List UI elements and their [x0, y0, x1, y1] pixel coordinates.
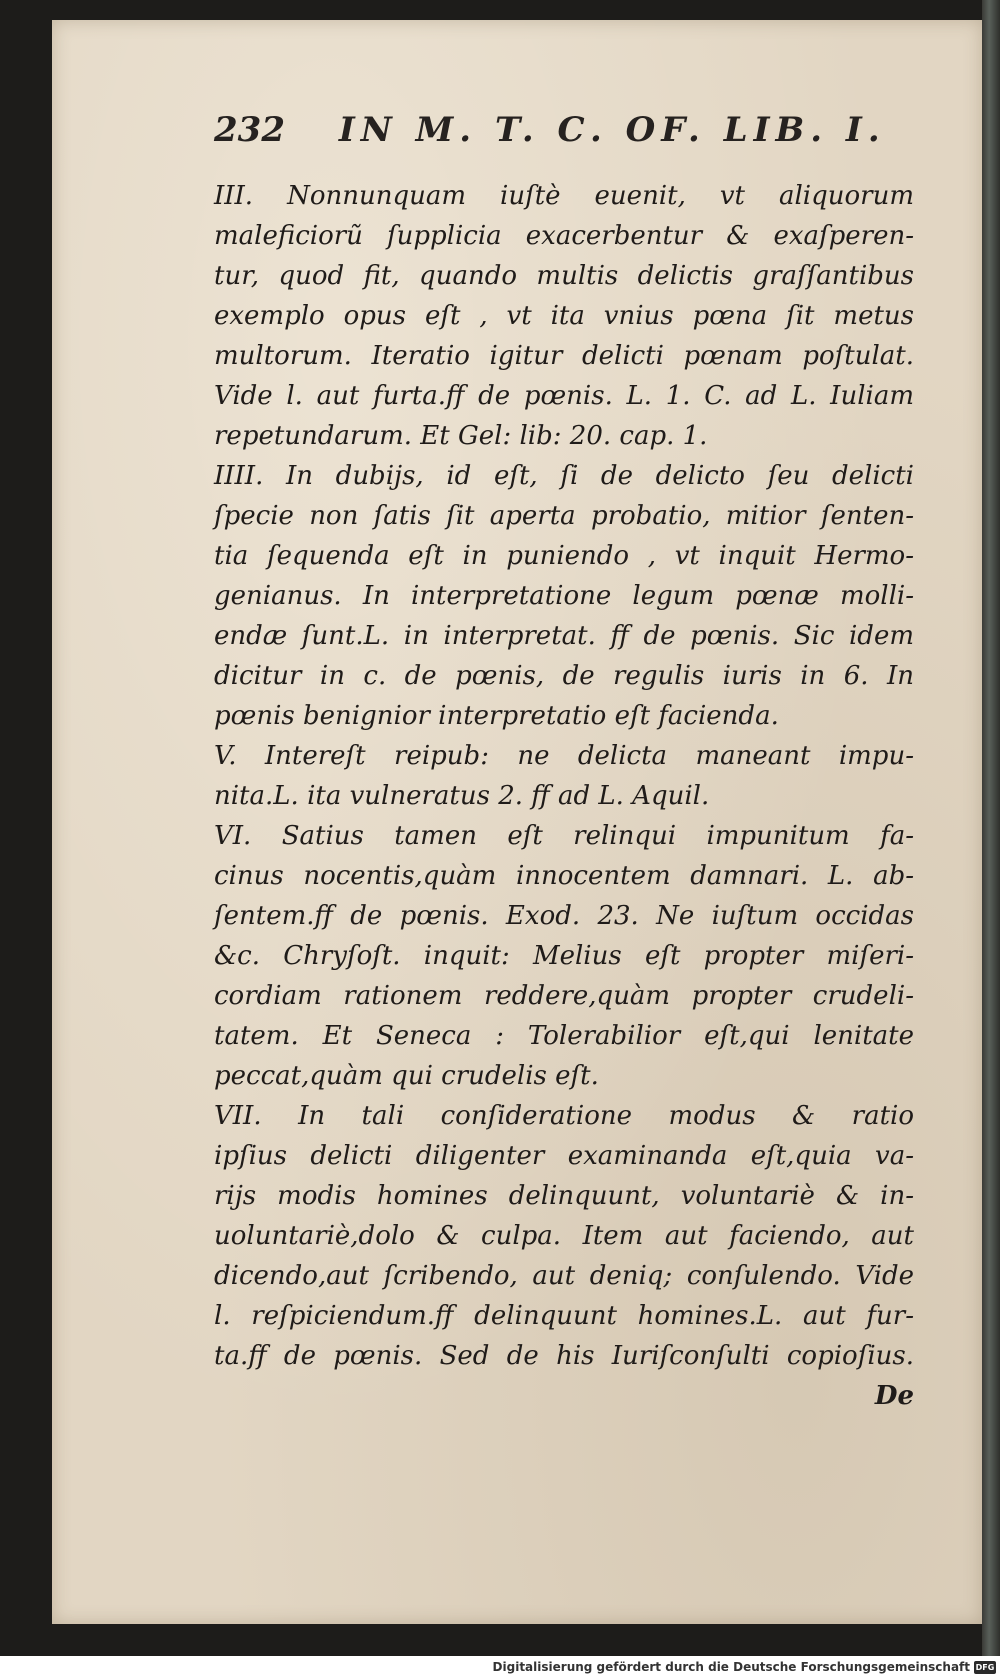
text-line: tur, quod fit, quando multis delictis graſſantibus — [214, 261, 914, 291]
text-line: cordiam rationem reddere,quàm propter crudeli- — [214, 981, 914, 1011]
text-line: dicitur in c. de pœnis, de regulis iuris in 6. In — [214, 661, 914, 691]
running-title: IN M. T. C. OF. LIB. I. — [338, 110, 886, 150]
text-line: pœnis benignior interpretatio eſt facienda. — [214, 701, 779, 731]
digitization-credit: Digitalisierung gefördert durch die Deutsche Forschungsgemeinschaft — [492, 1660, 970, 1674]
book-binding-edge — [982, 0, 1000, 1656]
text-line: VII. In tali conſideratione modus & ratio — [214, 1101, 914, 1131]
text-line: &c. Chryſoſt. inquit: Melius eſt propter miſeri- — [214, 941, 914, 971]
text-line: tia ſequenda eſt in puniendo , vt inquit Hermo- — [214, 541, 914, 571]
text-line: ſentem.ff de pœnis. Exod. 23. Ne iuſtum occidas — [214, 901, 914, 931]
text-line: uoluntariè,dolo & culpa. Item aut faciendo, aut — [214, 1221, 914, 1251]
main-text — [214, 176, 914, 1416]
text-line: maleficiorũ ſupplicia exacerbentur & exaſperen- — [214, 221, 914, 251]
catchword: De — [874, 1381, 914, 1411]
text-line: cinus nocentis,quàm innocentem damnari. L. ab- — [214, 861, 914, 891]
text-line: exemplo opus eſt , vt ita vnius pœna ſit metus — [214, 301, 914, 331]
text-line: l. reſpiciendum.ff delinquunt homines.L. aut fur- — [214, 1301, 914, 1331]
text-line: III. Nonnunquam iuſtè euenit, vt aliquorum — [214, 181, 914, 211]
text-line: Vide l. aut furta.ff de pœnis. L. 1. C. ad L. Iuliam — [214, 381, 914, 411]
text-line: V. Intereſt reipub: ne delicta maneant impu- — [214, 741, 914, 771]
footer-bar — [0, 1656, 1000, 1680]
text-line: VI. Satius tamen eſt relinqui impunitum fa- — [214, 821, 914, 851]
text-line: ta.ff de pœnis. Sed de his Iuriſconſulti copioſius. — [214, 1341, 914, 1371]
text-line: repetundarum. Et Gel: lib: 20. cap. 1. — [214, 421, 708, 451]
text-line: dicendo,aut ſcribendo, aut deniq; conſulendo. Vide — [214, 1261, 914, 1291]
text-line: IIII. In dubijs, id eſt, ſi de delicto ſeu delicti — [214, 461, 914, 491]
page-number: 232 — [214, 110, 285, 150]
text-line: peccat,quàm qui crudelis eſt. — [214, 1061, 599, 1091]
text-line: multorum. Iteratio igitur delicti pœnam poſtulat. — [214, 341, 914, 371]
text-line: tatem. Et Seneca : Tolerabilior eſt,qui lenitate — [214, 1021, 914, 1051]
text-line: ipſius delicti diligenter examinanda eſt,quia va- — [214, 1141, 914, 1171]
text-line: rijs modis homines delinquunt, voluntariè & in- — [214, 1181, 914, 1211]
text-line: endæ ſunt.L. in interpretat. ff de pœnis. Sic idem — [214, 621, 914, 651]
text-line: genianus. In interpretatione legum pœnæ molli- — [214, 581, 914, 611]
running-head — [214, 110, 886, 150]
dfg-logo-icon: DFG — [975, 1663, 995, 1672]
text-line: ſpecie non ſatis ſit aperta probatio, mitior ſenten- — [214, 501, 914, 531]
text-line: nita.L. ita vulneratus 2. ff ad L. Aquil. — [214, 781, 710, 811]
